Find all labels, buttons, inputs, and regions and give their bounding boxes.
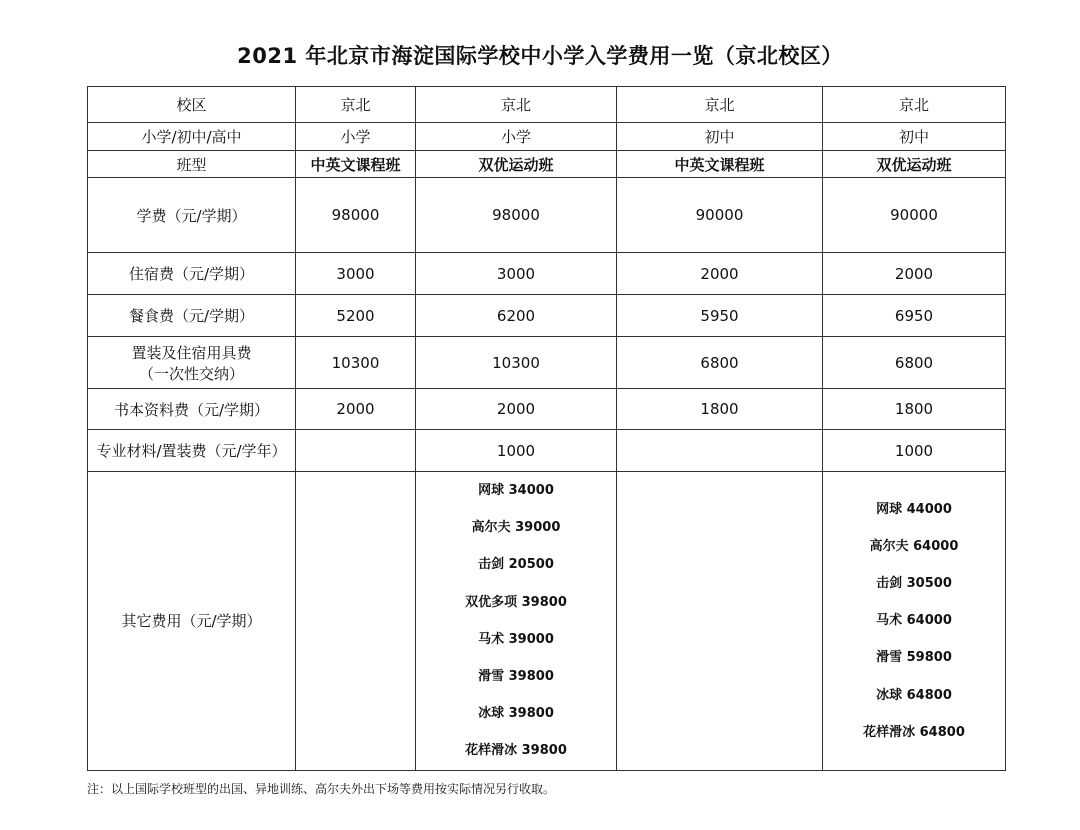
- cell: 1800: [823, 389, 1006, 430]
- cell: 中英文课程班: [617, 151, 823, 178]
- list-item: 高尔夫 39000: [471, 520, 561, 536]
- row-meals: [88, 295, 1006, 337]
- row-label: 餐食费（元/学期）: [88, 295, 296, 337]
- cell: 1000: [416, 430, 617, 472]
- row-materials: [88, 430, 1006, 472]
- fee-table: [87, 86, 1006, 771]
- list-item: 冰球 64800: [876, 687, 952, 703]
- row-label: 校区: [88, 87, 296, 123]
- list-item: 花样滑冰 39800: [465, 743, 567, 759]
- cell: 双优运动班: [416, 151, 617, 178]
- cell: 京北: [617, 87, 823, 123]
- list-item: 击剑 30500: [876, 576, 952, 591]
- list-item: 高尔夫 64000: [869, 538, 959, 554]
- list-item: 冰球 39800: [478, 706, 554, 722]
- row-level: [88, 123, 1006, 151]
- row-label: 专业材料/置装费（元/学年）: [88, 430, 296, 472]
- list-item: 滑雪 59800: [876, 650, 952, 666]
- row-campus: [88, 87, 1006, 123]
- row-books: [88, 389, 1006, 430]
- cell: 2000: [296, 389, 416, 430]
- cell: [617, 430, 823, 472]
- cell: 2000: [823, 253, 1006, 295]
- row-label-line: （一次性交纳）: [138, 364, 244, 383]
- cell: 90000: [617, 178, 823, 253]
- cell: 京北: [296, 87, 416, 123]
- row-other: [88, 472, 1006, 771]
- list-item: 马术 64000: [876, 613, 952, 629]
- cell: 2000: [617, 253, 823, 295]
- cell: 京北: [823, 87, 1006, 123]
- cell: 10300: [416, 337, 617, 389]
- row-label: 学费（元/学期）: [88, 178, 296, 253]
- row-label-line: 置装及住宿用具费: [131, 343, 252, 362]
- cell: 双优运动班: [823, 151, 1006, 178]
- cell: 90000: [823, 178, 1006, 253]
- list-item: 花样滑冰 64800: [863, 724, 965, 740]
- cell: 1000: [823, 430, 1006, 472]
- cell: 京北: [416, 87, 617, 123]
- list-item: 击剑 20500: [478, 557, 554, 573]
- row-tuition: [88, 178, 1006, 253]
- cell: 1800: [617, 389, 823, 430]
- row-class-type: [88, 151, 1006, 178]
- cell: [296, 472, 416, 771]
- cell: 2000: [416, 389, 617, 430]
- cell: 6800: [617, 337, 823, 389]
- cell: [617, 472, 823, 771]
- footnote: 注：以上国际学校班型的出国、异地训练、高尔夫外出下场等费用按实际情况另行收取。: [87, 782, 556, 796]
- cell: [296, 430, 416, 472]
- row-label: 书本资料费（元/学期）: [88, 389, 296, 430]
- row-label: 小学/初中/高中: [88, 123, 296, 151]
- list-item: 双优多项 39800: [465, 594, 567, 610]
- list-item: 马术 39000: [478, 631, 554, 647]
- row-label: [88, 337, 296, 389]
- cell: 10300: [296, 337, 416, 389]
- cell: 初中: [823, 123, 1006, 151]
- row-label: 班型: [88, 151, 296, 178]
- other-fees-list: [823, 472, 1006, 771]
- page-title: 2021 年北京市海淀国际学校中小学入学费用一览（京北校区）: [237, 44, 843, 68]
- row-label: 住宿费（元/学期）: [88, 253, 296, 295]
- row-uniform: [88, 337, 1006, 389]
- list-item: 网球 34000: [478, 483, 554, 498]
- cell: 3000: [296, 253, 416, 295]
- cell: 5950: [617, 295, 823, 337]
- cell: 98000: [296, 178, 416, 253]
- cell: 6950: [823, 295, 1006, 337]
- cell: 6800: [823, 337, 1006, 389]
- cell: 小学: [296, 123, 416, 151]
- cell: 6200: [416, 295, 617, 337]
- other-fees-list: [416, 472, 617, 771]
- cell: 初中: [617, 123, 823, 151]
- row-label: 其它费用（元/学期）: [88, 472, 296, 771]
- cell: 98000: [416, 178, 617, 253]
- cell: 小学: [416, 123, 617, 151]
- list-item: 网球 44000: [876, 501, 952, 517]
- cell: 中英文课程班: [296, 151, 416, 178]
- cell: 3000: [416, 253, 617, 295]
- cell: 5200: [296, 295, 416, 337]
- row-boarding: [88, 253, 1006, 295]
- list-item: 滑雪 39800: [478, 669, 554, 685]
